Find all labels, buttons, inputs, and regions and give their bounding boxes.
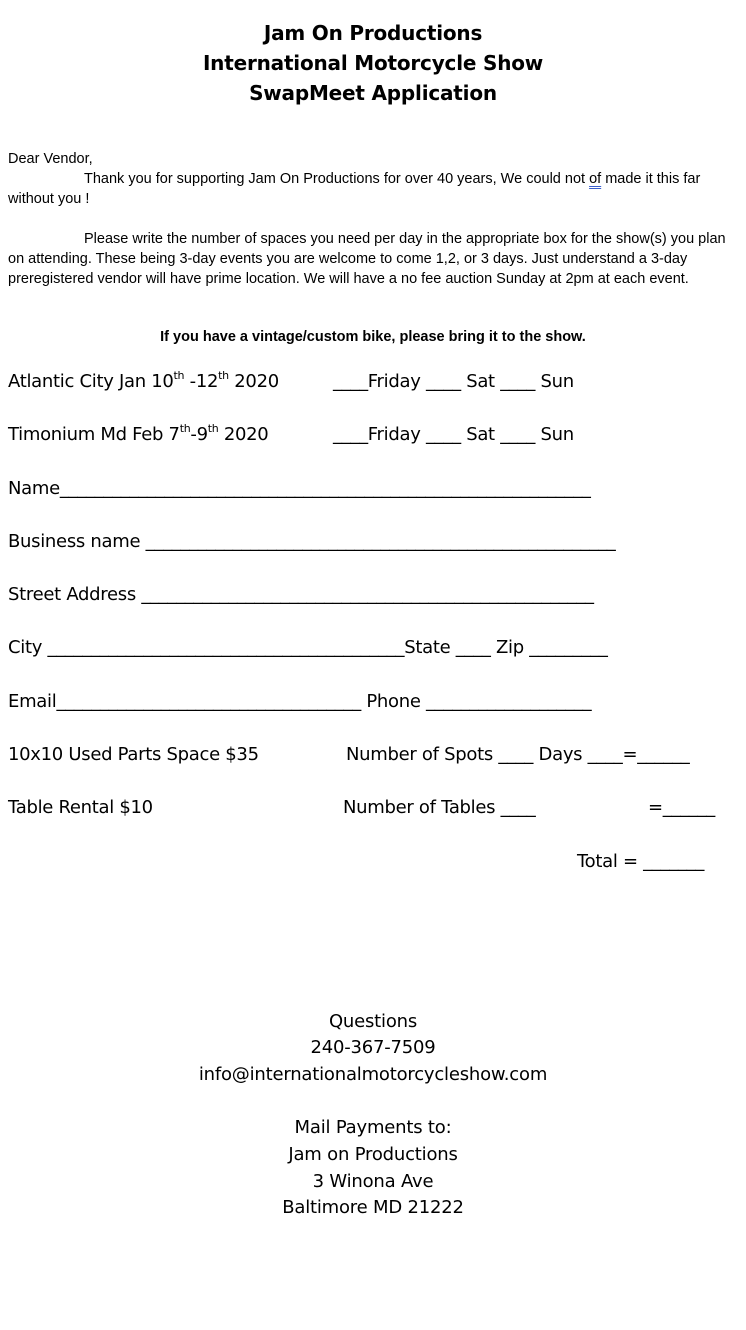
header-title-line2: International Motorcycle Show (202, 51, 544, 75)
show-timonium-label (8, 423, 268, 447)
paragraph-thanks-part2: made it this far without you ! (8, 171, 701, 207)
mail-street: 3 Winona Ave (312, 1171, 434, 1192)
show-atlantic-city-days[interactable]: ____Friday ____ Sat ____ Sun (333, 371, 574, 392)
superscript: th (179, 422, 191, 435)
paragraph-instructions (8, 229, 738, 289)
name-field[interactable]: Name_____________________________________________________________ (8, 478, 591, 499)
paragraph-thanks (8, 169, 738, 209)
superscript: th (218, 369, 229, 382)
superscript: th (173, 369, 185, 382)
header-title-line3: SwapMeet Application (249, 81, 497, 105)
table-total-field[interactable]: =______ (648, 797, 715, 818)
vintage-bike-note: If you have a vintage/custom bike, please bring it to the show. (160, 329, 586, 345)
grand-total-field[interactable]: Total = _______ (577, 851, 705, 872)
header-title-line1: Jam On Productions (263, 21, 483, 45)
questions-heading: Questions (328, 1011, 418, 1032)
table-count-field[interactable]: Number of Tables ____ (343, 797, 536, 818)
email-phone-field[interactable]: Email___________________________________ Phone ___________________ (8, 691, 592, 712)
business-name-field[interactable]: Business name ______________________________________________________ (8, 531, 616, 552)
superscript: th (207, 422, 219, 435)
show-label-text: Atlantic City Jan 10 (8, 371, 174, 392)
contact-phone: 240-367-7509 (310, 1037, 436, 1058)
show-label-text: Timonium Md Feb 7 (8, 424, 180, 445)
salutation: Dear Vendor, (8, 151, 93, 167)
mail-heading: Mail Payments to: (294, 1117, 452, 1138)
contact-email: info@internationalmotorcycleshow.com (198, 1064, 548, 1085)
mail-city: Baltimore MD 21222 (282, 1197, 464, 1218)
show-atlantic-city-label (8, 370, 279, 394)
table-price-label: Table Rental $10 (8, 797, 153, 818)
underlined-word: of (589, 171, 602, 187)
mail-name: Jam on Productions (288, 1144, 458, 1165)
show-label-text: 2020 (218, 424, 269, 445)
street-address-field[interactable]: Street Address ____________________________________________________ (8, 584, 594, 605)
city-state-zip-field[interactable]: City _________________________________________State ____ Zip _________ (8, 637, 608, 658)
paragraph-instructions-text: Please write the number of spaces you need per day in the appropriate box for the show(s) you plan on attending. These being 3-day events you are welcome to come 1,2, or 3 days. Just understand a 3-day preregistered vendor will have prime location. We will have a no fee auction Sunday at 2pm at each event. (8, 231, 726, 287)
show-label-text: -9 (190, 424, 208, 445)
show-timonium-days[interactable]: ____Friday ____ Sat ____ Sun (333, 424, 574, 445)
space-calc-field[interactable]: Number of Spots ____ Days ____=______ (346, 744, 690, 765)
space-price-label: 10x10 Used Parts Space $35 (8, 744, 259, 765)
show-label-text: -12 (184, 371, 219, 392)
paragraph-thanks-part1: Thank you for supporting Jam On Productions for over 40 years, We could not (84, 171, 590, 187)
show-label-text: 2020 (228, 371, 279, 392)
